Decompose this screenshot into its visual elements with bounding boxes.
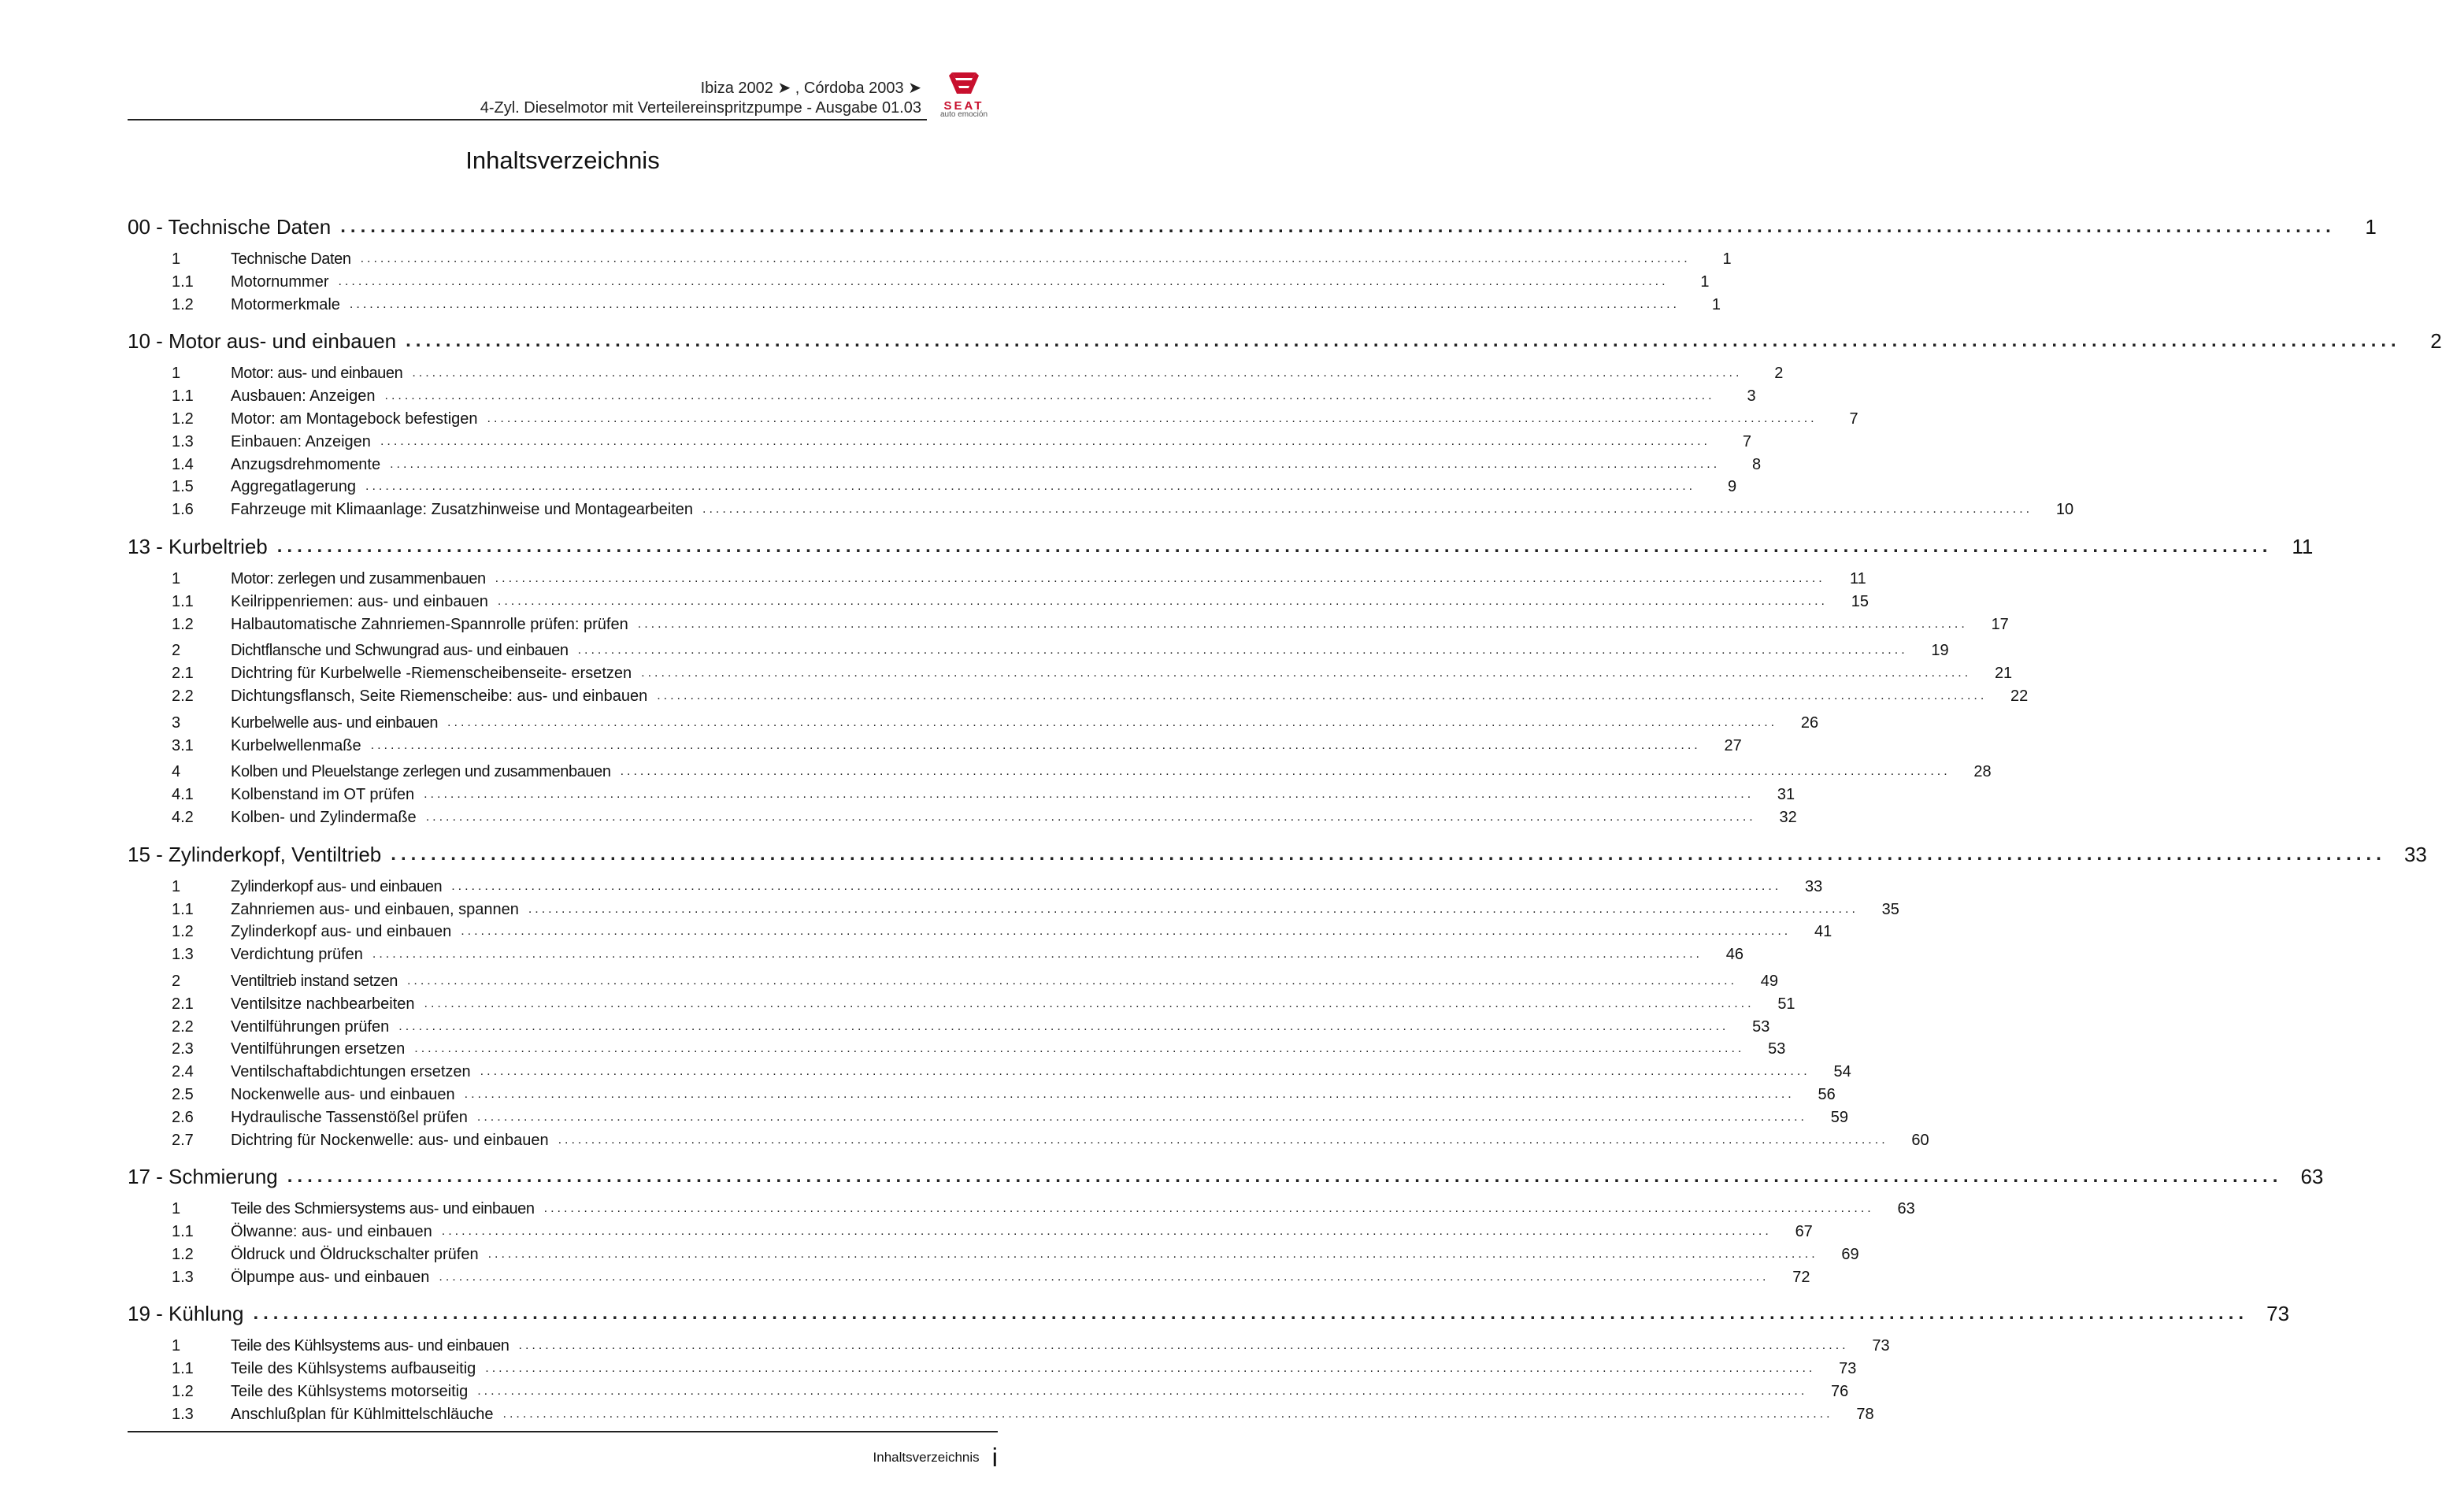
dot-leader: ........................................................................................................................................................................................................ [384, 389, 1715, 403]
entry-title: Dichtring für Nockenwelle: aus- und einbauen [231, 1131, 549, 1149]
header-subtitle: 4-Zyl. Dieselmotor mit Verteilereinspritzpumpe - Ausgabe 01.03 [480, 99, 921, 117]
seat-logo [930, 71, 998, 120]
dot-leader: ........................................................................................................................................................................................................ [480, 1065, 1810, 1079]
chapter-entry[interactable] [128, 529, 2314, 564]
dot-leader: ........................................................................................................................................................................................................ [657, 688, 1988, 702]
toc-chapter [128, 1296, 2290, 1425]
entry-title: Anzugsdrehmomente [231, 455, 381, 473]
dot-leader: ........................................................................................................................................................................................................ [485, 1362, 1816, 1376]
section-entry[interactable] [128, 271, 1710, 294]
entry-page-number: 73 [2266, 1302, 2290, 1326]
dot-leader: ........................................................................................................................................................................................................ [406, 973, 1738, 988]
entry-page-number: 54 [1833, 1063, 1851, 1081]
entry-page-number: 11 [2292, 534, 2314, 558]
entry-page-number: 59 [1830, 1108, 1848, 1126]
section-entry[interactable] [128, 1106, 1848, 1129]
entry-page-number: 56 [1818, 1085, 1836, 1103]
dot-leader: ........................................................................................................................................................................................................ [360, 252, 1691, 265]
entry-title: Ventilführungen ersetzen [231, 1040, 406, 1058]
dot-leader: ........................................................................................................................................................................................................ [577, 643, 1908, 658]
dot-leader: ........................................................................................................................................................................................................ [543, 1202, 1874, 1216]
entry-title: Teile des Schmiersystems aus- und einbauen [231, 1200, 535, 1218]
section-entry[interactable] [128, 454, 1762, 476]
entry-title: 00 - Technische Daten [128, 215, 332, 239]
entry-page-number: 2 [2430, 329, 2442, 354]
dot-leader: ........................................................................................................................................................................................................ [558, 1132, 1888, 1147]
entry-title: Kurbelwellenmaße [231, 736, 361, 754]
entry-number: 1 [172, 365, 181, 383]
header-rule [128, 119, 927, 120]
dot-leader: ........................................................................................................................................................................................................ [414, 1042, 1745, 1056]
toc-chapter [128, 529, 2314, 829]
chapter-entry[interactable] [128, 324, 2442, 358]
entry-title: Zylinderkopf aus- und einbauen [231, 877, 443, 895]
section-entry[interactable] [128, 712, 1819, 735]
entry-page-number: 19 [1931, 642, 1949, 660]
entry-page-number: 26 [1800, 713, 1819, 732]
entry-title: Technische Daten [231, 250, 351, 268]
entry-title: Ölwanne: aus- und einbauen [231, 1223, 432, 1241]
dot-leader: ........................................................................................................................................................................................................ [398, 1019, 1729, 1033]
section-entry[interactable] [128, 1335, 1890, 1358]
entry-title: Öldruck und Öldruckschalter prüfen [231, 1245, 479, 1263]
entry-number: 1.2 [172, 615, 194, 633]
chapter-entry[interactable] [128, 837, 2427, 872]
entry-number: 1.2 [172, 410, 194, 428]
entry-title: Halbautomatische Zahnriemen-Spannrolle prüfen: prüfen [231, 615, 628, 633]
entry-number: 1.6 [172, 501, 194, 519]
entry-title: Kolben und Pleuelstange zerlegen und zusammenbauen [231, 763, 611, 781]
entry-number: 1.1 [172, 272, 194, 291]
section-entry[interactable] [128, 806, 1797, 829]
entry-title: Dichtring für Kurbelwelle -Riemenscheibenseite- ersetzen [231, 665, 632, 683]
entry-page-number: 76 [1831, 1383, 1849, 1401]
section-entry[interactable] [128, 639, 1949, 662]
entry-page-number: 1 [1722, 250, 1732, 268]
entry-title: 19 - Kühlung [128, 1302, 244, 1326]
header-models: Ibiza 2002 ➤ , Córdoba 2003 ➤ [700, 80, 921, 97]
entry-number: 1 [172, 1337, 181, 1355]
dot-leader: ........................................................................................................................................................................................................ [497, 594, 1828, 608]
entry-page-number: 53 [1752, 1017, 1770, 1036]
entry-number: 4.2 [172, 808, 194, 826]
section-entry[interactable] [128, 362, 1784, 385]
entry-page-number: 1 [2365, 215, 2377, 239]
entry-title: Anschlußplan für Kühlmittelschläuche [231, 1405, 494, 1423]
entry-title: 13 - Kurbeltrieb [128, 534, 268, 558]
dot-leader: ........................................................................................................................................................................................................ [476, 1110, 1807, 1124]
entry-page-number: 69 [1841, 1245, 1859, 1263]
section-entry[interactable] [128, 613, 2009, 636]
entry-number: 1.3 [172, 432, 194, 450]
entry-number: 4.1 [172, 786, 194, 804]
dot-leader: ........................................................................................................................................................................................................ [424, 788, 1755, 802]
entry-number: 2.1 [172, 665, 194, 683]
header-text [480, 79, 921, 118]
section-entry[interactable] [128, 685, 2029, 708]
entry-page-number: 8 [1752, 455, 1762, 473]
section-entry[interactable] [128, 476, 1737, 498]
entry-title: 15 - Zylinderkopf, Ventiltrieb [128, 842, 382, 866]
entry-number: 2.7 [172, 1131, 194, 1149]
dot-leader: ........................................................................................................................................................................................................ [477, 1384, 1808, 1399]
entry-title: Einbauen: Anzeigen [231, 432, 371, 450]
entry-page-number: 17 [1991, 615, 2009, 633]
entry-number: 1.3 [172, 1268, 194, 1286]
section-entry[interactable] [128, 1266, 1810, 1289]
entry-title: Dichtungsflansch, Seite Riemenscheibe: aus- und einbauen [231, 687, 648, 705]
entry-title: Ventilsitze nachbearbeiten [231, 995, 415, 1013]
entry-title: Kurbelwelle aus- und einbauen [231, 713, 439, 732]
entry-page-number: 15 [1851, 592, 1869, 610]
footer-page-number: i [991, 1443, 998, 1472]
dot-leader: ........................................................................................................................................................................................................ [338, 274, 1669, 288]
chapter-entry[interactable] [128, 1159, 2324, 1194]
section-entry[interactable] [128, 735, 1742, 758]
dot-leader: ........................................................................................................................................................................................................ [340, 216, 2336, 237]
section-entry[interactable] [128, 993, 1795, 1016]
page-title: Inhaltsverzeichnis [465, 146, 660, 174]
dot-leader: ........................................................................................................................................................................................................ [518, 1339, 1849, 1353]
entry-page-number: 72 [1792, 1268, 1810, 1286]
entry-title: Ventilschaftabdichtungen ersetzen [231, 1063, 471, 1081]
entry-title: Hydraulische Tassenstößel prüfen [231, 1108, 468, 1126]
entry-page-number: 10 [2055, 501, 2074, 519]
dot-leader: ........................................................................................................................................................................................................ [390, 457, 1721, 471]
seat-logo-icon [930, 71, 998, 99]
section-entry[interactable] [128, 899, 1899, 921]
entry-page-number: 28 [1973, 763, 1992, 781]
dot-leader: ........................................................................................................................................................................................................ [502, 1406, 1833, 1421]
entry-number: 1.3 [172, 946, 194, 964]
dot-leader: ........................................................................................................................................................................................................ [372, 947, 1703, 962]
entry-number: 2.3 [172, 1040, 194, 1058]
entry-title: Teile des Kühlsystems aufbauseitig [231, 1360, 476, 1378]
page-footer [873, 1439, 998, 1470]
dot-leader: ........................................................................................................................................................................................................ [425, 810, 1756, 824]
dot-leader: ........................................................................................................................................................................................................ [641, 666, 1972, 680]
entry-number: 2.2 [172, 687, 194, 705]
entry-title: Motornummer [231, 272, 329, 291]
entry-page-number: 73 [1872, 1337, 1890, 1355]
entry-page-number: 32 [1779, 808, 1797, 826]
entry-number: 3 [172, 713, 181, 732]
entry-page-number: 73 [1839, 1360, 1857, 1378]
entry-page-number: 1 [1711, 295, 1721, 313]
entry-number: 1.1 [172, 1360, 194, 1378]
entry-title: Ventiltrieb instand setzen [231, 972, 398, 990]
entry-title: Ausbauen: Anzeigen [231, 387, 376, 406]
dot-leader: ........................................................................................................................................................................................................ [391, 843, 2386, 865]
section-entry[interactable] [128, 761, 1992, 784]
entry-page-number: 7 [1742, 432, 1751, 450]
dot-leader: ........................................................................................................................................................................................................ [365, 480, 1696, 494]
entry-number: 2.4 [172, 1063, 194, 1081]
entry-page-number: 2 [1774, 365, 1784, 383]
dot-leader: ........................................................................................................................................................................................................ [441, 1225, 1772, 1239]
dot-leader: ........................................................................................................................................................................................................ [702, 502, 2033, 517]
section-entry[interactable] [128, 921, 1832, 943]
page-header [128, 71, 998, 120]
section-entry[interactable] [128, 294, 1721, 317]
entry-page-number: 60 [1911, 1131, 1929, 1149]
entry-title: Kolben- und Zylindermaße [231, 808, 417, 826]
section-entry[interactable] [128, 1221, 1813, 1243]
entry-number: 3.1 [172, 736, 194, 754]
entry-title: Teile des Kühlsystems aus- und einbauen [231, 1337, 510, 1355]
section-entry[interactable] [128, 1243, 1859, 1266]
entry-title: Ölpumpe aus- und einbauen [231, 1268, 430, 1286]
dot-leader: ........................................................................................................................................................................................................ [439, 1269, 1769, 1284]
entry-page-number: 51 [1777, 995, 1795, 1013]
toc-chapter [128, 324, 2442, 521]
entry-number: 2.6 [172, 1108, 194, 1126]
dot-leader: ........................................................................................................................................................................................................ [620, 765, 1951, 779]
section-entry[interactable] [128, 1129, 1929, 1152]
entry-number: 2 [172, 642, 181, 660]
dot-leader: ........................................................................................................................................................................................................ [370, 738, 1701, 752]
toc-chapter [128, 837, 2427, 1152]
section-entry[interactable] [128, 591, 1869, 613]
chapter-entry[interactable] [128, 209, 2377, 244]
toc-chapter [128, 209, 2377, 316]
entry-page-number: 3 [1747, 387, 1756, 406]
section-entry[interactable] [128, 248, 1732, 271]
dot-leader: ........................................................................................................................................................................................................ [464, 1087, 1795, 1101]
entry-page-number: 67 [1795, 1223, 1813, 1241]
entry-number: 2 [172, 972, 181, 990]
section-entry[interactable] [128, 662, 2013, 685]
entry-title: Ventilführungen prüfen [231, 1017, 390, 1036]
section-entry[interactable] [128, 1016, 1770, 1039]
dot-leader: ........................................................................................................................................................................................................ [276, 535, 2273, 557]
entry-page-number: 21 [1994, 665, 2013, 683]
section-entry[interactable] [128, 408, 1858, 431]
footer-label: Inhaltsverzeichnis [873, 1450, 980, 1465]
section-entry[interactable] [128, 943, 1743, 966]
entry-page-number: 1 [1700, 272, 1710, 291]
entry-number: 1.5 [172, 478, 194, 496]
entry-page-number: 11 [1849, 569, 1866, 587]
entry-page-number: 41 [1814, 923, 1832, 941]
entry-title: Dichtflansche und Schwungrad aus- und einbauen [231, 642, 569, 660]
entry-page-number: 7 [1849, 410, 1858, 428]
entry-number: 1.1 [172, 1223, 194, 1241]
entry-number: 1.1 [172, 900, 194, 918]
entry-title: Teile des Kühlsystems motorseitig [231, 1383, 469, 1401]
chapter-entry[interactable] [128, 1296, 2290, 1331]
section-entry[interactable] [128, 1084, 1836, 1106]
dot-leader: ........................................................................................................................................................................................................ [380, 434, 1710, 448]
entry-number: 1 [172, 877, 181, 895]
dot-leader: ........................................................................................................................................................................................................ [287, 1166, 2283, 1188]
dot-leader: ........................................................................................................................................................................................................ [637, 617, 1968, 631]
entry-number: 1.2 [172, 295, 194, 313]
entry-title: Motor: zerlegen und zusammenbauen [231, 569, 486, 587]
entry-page-number: 63 [2300, 1165, 2324, 1189]
entry-page-number: 33 [1805, 877, 1823, 895]
entry-title: Aggregatlagerung [231, 478, 357, 496]
entry-page-number: 49 [1760, 972, 1779, 990]
section-entry[interactable] [128, 1380, 1849, 1403]
entry-page-number: 78 [1856, 1405, 1874, 1423]
logo-wordmark: SEAT [943, 99, 984, 113]
section-entry[interactable] [128, 498, 2074, 521]
section-entry[interactable] [128, 1061, 1851, 1084]
entry-title: Zahnriemen aus- und einbauen, spannen [231, 900, 519, 918]
entry-number: 2.2 [172, 1017, 194, 1036]
entry-number: 1 [172, 250, 181, 268]
entry-title: Keilrippenriemen: aus- und einbauen [231, 592, 488, 610]
entry-page-number: 22 [2010, 687, 2029, 705]
entry-title: Fahrzeuge mit Klimaanlage: Zusatzhinweise und Montagearbeiten [231, 501, 694, 519]
section-entry[interactable] [128, 970, 1779, 993]
entry-title: 17 - Schmierung [128, 1165, 278, 1189]
dot-leader: ........................................................................................................................................................................................................ [495, 571, 1825, 585]
dot-leader: ........................................................................................................................................................................................................ [424, 996, 1755, 1010]
entry-title: Motor: am Montagebock befestigen [231, 410, 478, 428]
entry-number: 2.5 [172, 1085, 194, 1103]
entry-number: 1 [172, 1200, 181, 1218]
dot-leader: ........................................................................................................................................................................................................ [253, 1303, 2249, 1325]
entry-title: Nockenwelle aus- und einbauen [231, 1085, 455, 1103]
logo-tagline: auto emoción [939, 110, 988, 119]
entry-page-number: 46 [1725, 946, 1743, 964]
section-entry[interactable] [128, 1403, 1874, 1426]
section-entry[interactable] [128, 568, 1866, 591]
entry-page-number: 53 [1768, 1040, 1786, 1058]
entry-page-number: 63 [1897, 1200, 1915, 1218]
entry-page-number: 9 [1727, 478, 1737, 496]
dot-leader: ........................................................................................................................................................................................................ [406, 330, 2401, 352]
section-entry[interactable] [128, 385, 1756, 408]
entry-number: 1 [172, 569, 181, 587]
dot-leader: ........................................................................................................................................................................................................ [349, 297, 1680, 311]
entry-title: Verdichtung prüfen [231, 946, 363, 964]
dot-leader: ........................................................................................................................................................................................................ [461, 925, 1792, 939]
dot-leader: ........................................................................................................................................................................................................ [412, 366, 1743, 380]
entry-title: Motor: aus- und einbauen [231, 365, 403, 383]
entry-number: 1.2 [172, 1245, 194, 1263]
dot-leader: ........................................................................................................................................................................................................ [451, 879, 1782, 893]
entry-page-number: 31 [1777, 786, 1795, 804]
entry-title: Kolbenstand im OT prüfen [231, 786, 415, 804]
section-entry[interactable] [128, 876, 1823, 899]
entry-page-number: 33 [2403, 842, 2427, 866]
entry-number: 1.2 [172, 1383, 194, 1401]
entry-title: 10 - Motor aus- und einbauen [128, 329, 397, 354]
section-entry[interactable] [128, 431, 1751, 454]
section-entry[interactable] [128, 1038, 1786, 1061]
table-of-contents [128, 209, 2442, 1434]
footer-rule [128, 1431, 998, 1432]
entry-number: 1.1 [172, 387, 194, 406]
dot-leader: ........................................................................................................................................................................................................ [487, 411, 1818, 425]
entry-title: Motormerkmale [231, 295, 340, 313]
dot-leader: ........................................................................................................................................................................................................ [487, 1247, 1818, 1261]
section-entry[interactable] [128, 1358, 1857, 1380]
dot-leader: ........................................................................................................................................................................................................ [528, 902, 1858, 916]
entry-number: 1.4 [172, 455, 194, 473]
entry-number: 4 [172, 763, 181, 781]
entry-number: 1.1 [172, 592, 194, 610]
entry-page-number: 35 [1881, 900, 1899, 918]
entry-page-number: 27 [1724, 736, 1742, 754]
section-entry[interactable] [128, 1198, 1915, 1221]
dot-leader: ........................................................................................................................................................................................................ [447, 715, 1778, 729]
section-entry[interactable] [128, 784, 1795, 806]
entry-number: 1.2 [172, 923, 194, 941]
toc-chapter [128, 1159, 2324, 1288]
entry-number: 2.1 [172, 995, 194, 1013]
entry-title: Zylinderkopf aus- und einbauen [231, 923, 452, 941]
entry-number: 1.3 [172, 1405, 194, 1423]
